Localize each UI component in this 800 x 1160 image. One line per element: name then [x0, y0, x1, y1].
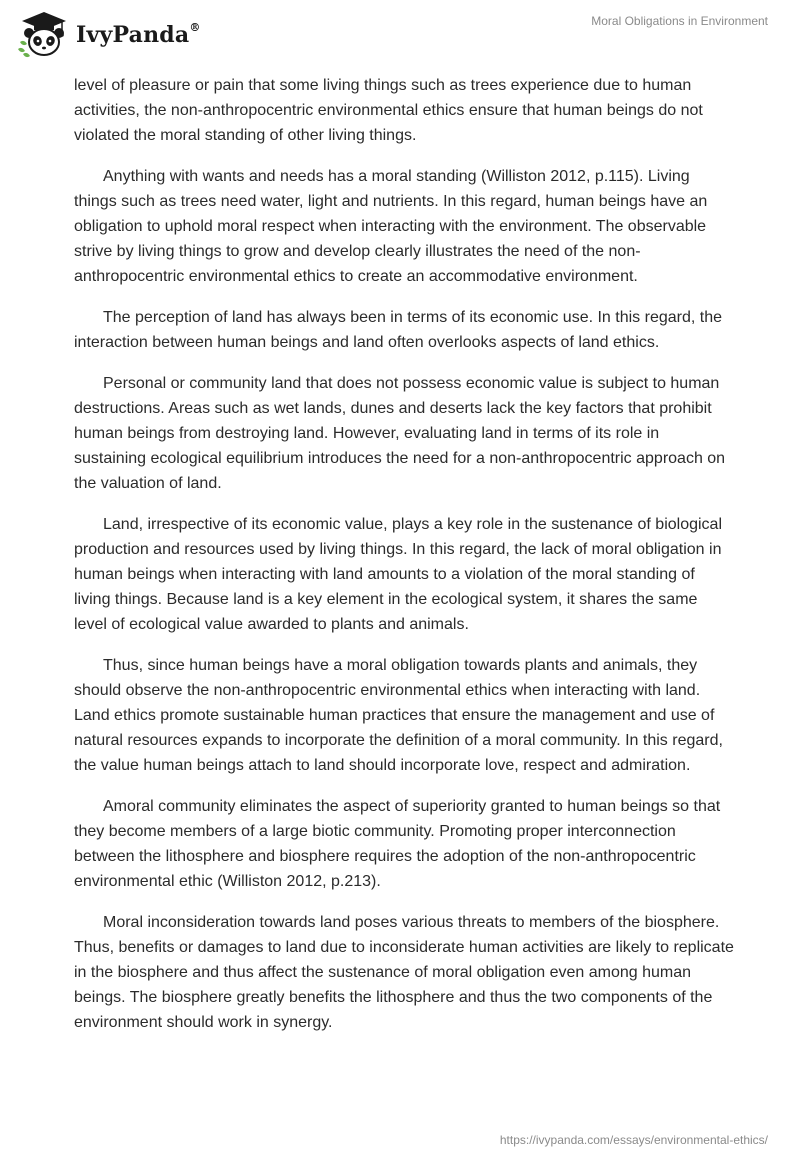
paragraph: Personal or community land that does not possess economic value is subject to human destructions. Areas such as wet lands, dunes and deserts lack the key factors that prohibit human beings from destroying land. However, evaluating land in terms of its role in sustaining ecological equilibrium introduces the need for a non-anthropocentric approach on the valuation of land. — [74, 375, 726, 492]
ivypanda-logo[interactable] — [14, 8, 201, 58]
registered-mark: ® — [189, 20, 201, 34]
brand-text: IvyPanda — [76, 22, 190, 48]
source-url[interactable]: https://ivypanda.com/essays/environmental-ethics/ — [499, 1133, 768, 1147]
page-header — [0, 0, 800, 70]
document-title: Moral Obligations in Environment — [591, 14, 768, 28]
essay-body — [74, 73, 734, 1051]
paragraph: Thus, since human beings have a moral obligation towards plants and animals, they should observe the non-anthropocentric environmental ethics when interacting with land. Land ethics promote sustainable human practices that ensure the management and use of natural resources expands to incorporate the definition of a moral community. In this regard, the value human beings attach to land should incorporate love, respect and admiration. — [74, 657, 723, 774]
paragraph: Amoral community eliminates the aspect of superiority granted to human beings so that they become members of a large biotic community. Promoting proper interconnection between the lithosphere and biosphere requires the adoption of the non-anthropocentric environmental ethic (Williston 2012, p.213). — [74, 798, 721, 890]
panda-graduate-icon — [14, 8, 72, 58]
paragraph: Land, irrespective of its economic value, plays a key role in the sustenance of biological production and resources used by living things. In this regard, the lack of moral obligation in human beings when interacting with land amounts to a violation of the moral standing of living things. Because land is a key element in the ecological system, it shares the same level of ecological value awarded to plants and animals. — [74, 516, 723, 633]
paragraph: level of pleasure or pain that some living things such as trees experience due to human activities, the non-anthropocentric environmental ethics ensure that human beings do not violated the moral standing of other living things. — [74, 77, 703, 144]
brand-name — [76, 22, 201, 48]
paragraph: Anything with wants and needs has a moral standing (Williston 2012, p.115). Living things such as trees need water, light and nutrients. In this regard, human beings have an obligation to uphold moral respect when interacting with the environment. The observable strive by living things to grow and develop clearly illustrates the need of the non-anthropocentric environmental ethics to create an accommodative environment. — [74, 168, 708, 285]
paragraph: The perception of land has always been in terms of its economic use. In this regard, the interaction between human beings and land often overlooks aspects of land ethics. — [74, 309, 722, 351]
paragraph: Moral inconsideration towards land poses various threats to members of the biosphere. Thus, benefits or damages to land due to inconsiderate human activities are likely to replicate in the biosphere and thus affect the sustenance of moral obligation even among human beings. The biosphere greatly benefits the lithosphere and thus the two components of the environment should work in synergy. — [74, 914, 734, 1031]
